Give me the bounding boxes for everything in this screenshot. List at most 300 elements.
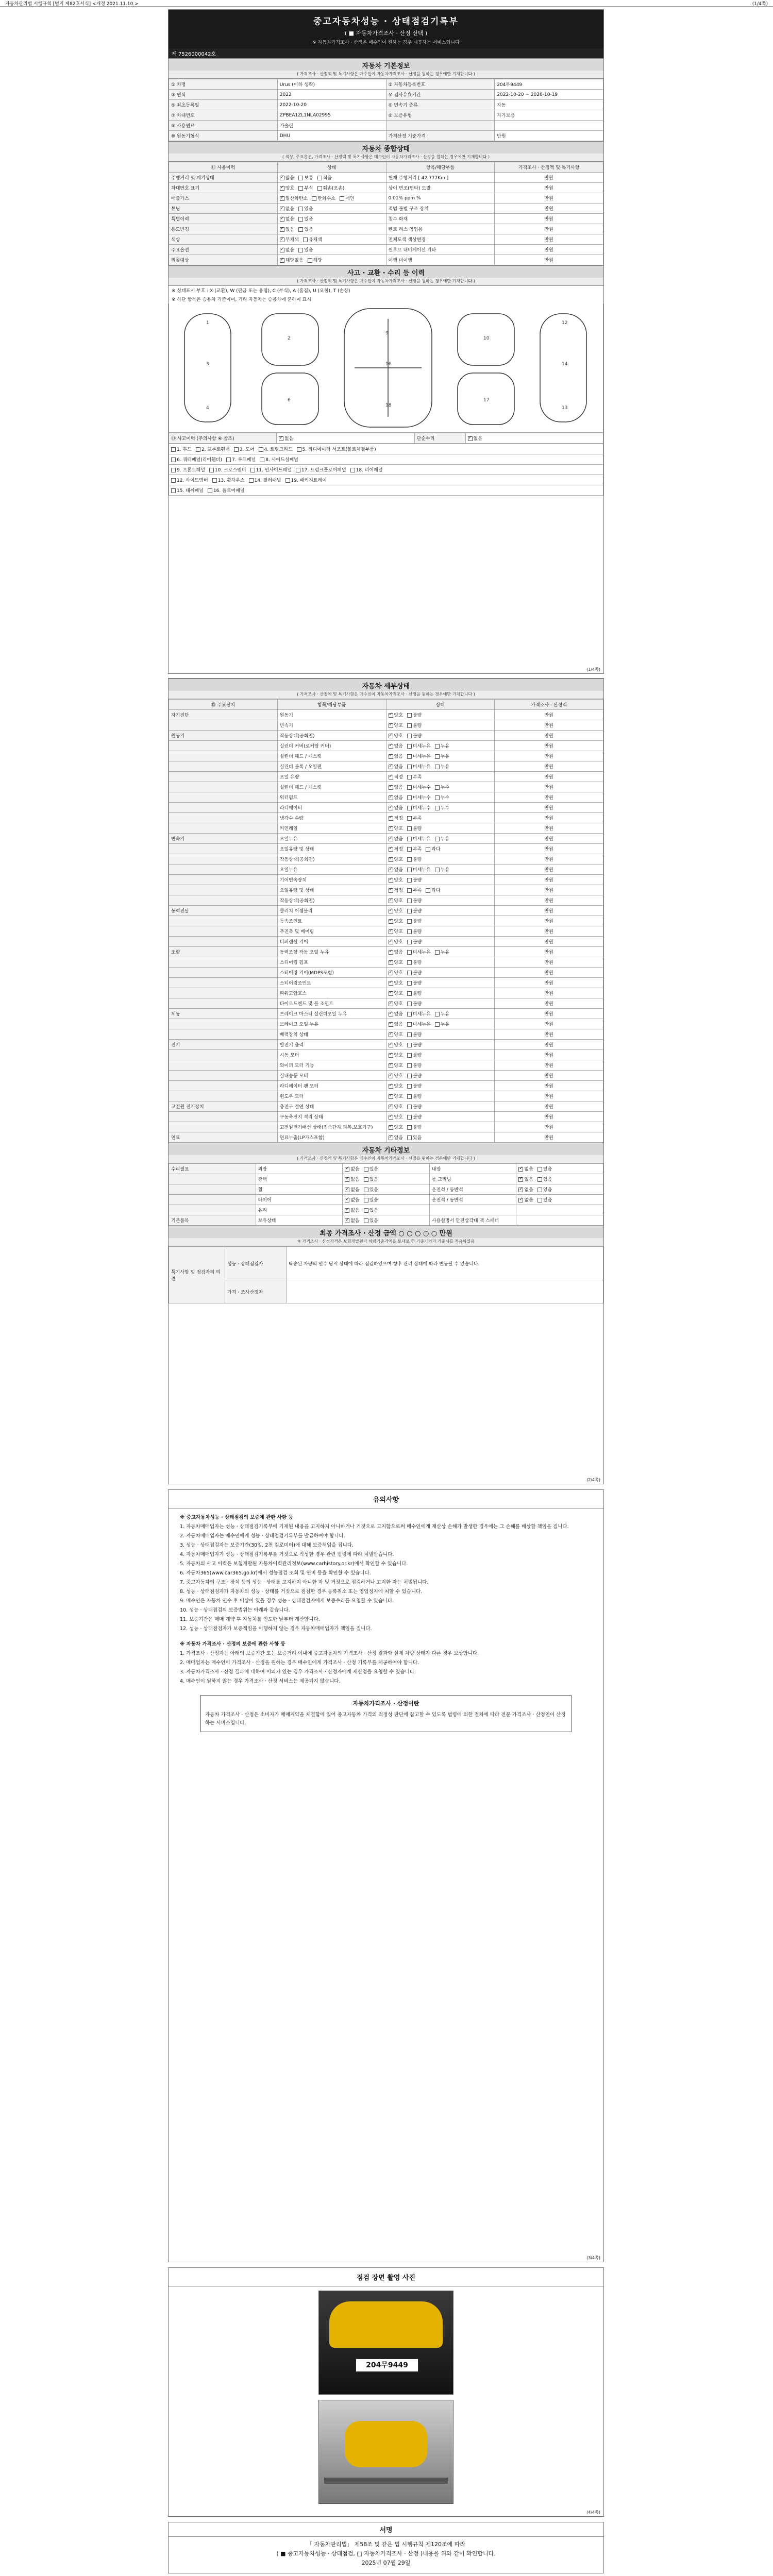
- checkbox[interactable]: [435, 744, 440, 749]
- checkbox[interactable]: [407, 868, 412, 872]
- etc-empty: [516, 1215, 603, 1226]
- checkbox[interactable]: [435, 1012, 440, 1016]
- detail-part: 오일 유량: [277, 772, 386, 782]
- detail-status: [386, 875, 495, 885]
- appraisal-box-text: 자동차 가격조사 · 산정은 소비자가 매매계약을 체결함에 있어 중고자동차 가격의 적정성 판단에 참고할 수 있도록 법령에 의한 절차에 따라 전문 가격조사 · 산정인이 산정하는 서비스입니다.: [205, 1712, 566, 1726]
- checkbox[interactable]: [298, 248, 303, 252]
- option: 불량: [407, 1062, 422, 1069]
- panel-part: 12. 사이드멤버: [171, 477, 208, 483]
- checkbox[interactable]: [280, 227, 284, 232]
- detail-device: [169, 1050, 278, 1060]
- summary-row: [169, 193, 603, 204]
- checkbox[interactable]: [407, 1063, 412, 1068]
- detail-row: [169, 1101, 603, 1112]
- option: 있음: [364, 1186, 378, 1193]
- checkbox[interactable]: [407, 1105, 412, 1109]
- checkbox[interactable]: [389, 991, 393, 996]
- detail-row: [169, 782, 603, 792]
- detail-part: 오일누유: [277, 865, 386, 875]
- detail-part: 클러치 어셈블리: [277, 906, 386, 916]
- detail-device: [169, 1060, 278, 1071]
- option: 미세누수: [407, 794, 431, 801]
- basic-value: 2022: [277, 90, 386, 100]
- detail-table: [169, 699, 603, 1143]
- checkbox[interactable]: [340, 196, 344, 201]
- detail-row: [169, 906, 603, 916]
- detail-part: 디퍼렌셜 기어: [277, 937, 386, 947]
- checkbox[interactable]: [389, 1022, 393, 1027]
- rank-parts: [169, 444, 603, 454]
- detail-status: [386, 957, 495, 968]
- checkbox[interactable]: [518, 1167, 523, 1172]
- panel-part: 15. 대쉬패널: [171, 487, 204, 494]
- checkbox[interactable]: [389, 1063, 393, 1068]
- checkbox[interactable]: [280, 217, 284, 222]
- checkbox[interactable]: [280, 258, 284, 263]
- checkbox[interactable]: [364, 1208, 368, 1213]
- checkbox[interactable]: [407, 1136, 412, 1140]
- final-price-note: ※ 가격조사 · 산정가격은 보험개발원의 차량기준가액을 토대로 한 기준가격과 기준서를 적용하였음: [169, 1238, 603, 1246]
- checkbox[interactable]: [280, 238, 284, 242]
- detail-part: 작동상태(공회전): [277, 854, 386, 865]
- accident-table: [169, 433, 603, 444]
- summary-row: [169, 214, 603, 224]
- notice-item: 6. 자동차365(www.car365.go.kr)에서 성능점검 조회 및 연비 등을 확인할 수 있습니다.: [180, 1570, 371, 1576]
- checkbox[interactable]: [389, 723, 393, 728]
- basic-value: 자동: [495, 100, 603, 110]
- checkbox[interactable]: [389, 909, 393, 913]
- checkbox[interactable]: [407, 857, 412, 862]
- document-number: 제 7526000042호: [169, 48, 603, 58]
- option: 불량: [407, 990, 422, 996]
- checkbox[interactable]: [345, 1188, 349, 1192]
- checkbox[interactable]: [407, 1074, 412, 1078]
- checkbox[interactable]: [389, 929, 393, 934]
- checkbox[interactable]: [312, 196, 316, 201]
- checkbox[interactable]: [435, 950, 440, 955]
- checkbox[interactable]: [407, 775, 412, 779]
- accident-legend-2: ※ 하단 항목은 승용차 기준이며, 기타 자동차는 승용차에 준하여 표시: [172, 297, 311, 302]
- checkbox[interactable]: [407, 878, 412, 883]
- summary-status: [277, 234, 386, 245]
- checkbox[interactable]: [345, 1177, 349, 1182]
- option: 누유: [435, 763, 449, 770]
- checkbox[interactable]: [407, 1094, 412, 1099]
- checkbox[interactable]: [389, 1043, 393, 1047]
- checkbox[interactable]: [407, 734, 412, 738]
- basic-row: [169, 121, 603, 131]
- checkbox[interactable]: [407, 940, 412, 944]
- checkbox[interactable]: [364, 1218, 368, 1223]
- checkbox[interactable]: [389, 888, 393, 893]
- checkbox[interactable]: [389, 806, 393, 810]
- checkbox[interactable]: [407, 888, 412, 893]
- signature-page: [168, 2522, 604, 2573]
- summary-detail: 침수 화재: [386, 214, 495, 224]
- checkbox[interactable]: [389, 981, 393, 986]
- checkbox[interactable]: [389, 826, 393, 831]
- basic-info-sub: ( 가격조사 · 산정액 및 특기사항은 매수인이 자동차가격조사 · 산정을 원하는 경우에만 기재합니다 ): [169, 71, 603, 79]
- checkbox[interactable]: [212, 478, 217, 483]
- option: ✓ 양호: [389, 907, 403, 914]
- checkbox[interactable]: [308, 258, 312, 263]
- checkbox[interactable]: [407, 960, 412, 965]
- final-price-title: 최종 가격조사 · 산정 금액 ○ ○ ○ ○ ○ 만원: [169, 1226, 603, 1238]
- detail-status: [386, 710, 495, 720]
- checkbox[interactable]: [298, 217, 303, 222]
- checkbox[interactable]: [407, 713, 412, 718]
- option: ✓ 적정: [389, 887, 403, 893]
- detail-status: [386, 1081, 495, 1091]
- basic-label: ② 자동차등록번호: [386, 79, 495, 90]
- summary-item: 용도변경: [169, 224, 278, 234]
- detail-status: [386, 988, 495, 998]
- detail-status: [386, 1050, 495, 1060]
- checkbox[interactable]: [345, 1198, 349, 1202]
- detail-part: 작동상태(공회전): [277, 895, 386, 906]
- checkbox[interactable]: [208, 488, 212, 493]
- checkbox[interactable]: [407, 1053, 412, 1058]
- option: 미세누수: [407, 784, 431, 790]
- option: ✓ 없음: [518, 1165, 533, 1172]
- checkbox[interactable]: [537, 1188, 542, 1192]
- checkbox[interactable]: [407, 847, 412, 852]
- form-reference: 자동차관리법 시행규칙 [별지 제82호서식] <개정 2021.11.10.>: [5, 2, 139, 7]
- checkbox[interactable]: [407, 744, 412, 749]
- summary-status: [277, 255, 386, 265]
- checkbox[interactable]: [435, 868, 440, 872]
- checkbox[interactable]: [389, 1074, 393, 1078]
- etc-status: [343, 1215, 430, 1226]
- checkbox[interactable]: [468, 436, 473, 441]
- checkbox[interactable]: [537, 1177, 542, 1182]
- checkbox[interactable]: [389, 754, 393, 759]
- detail-status: [386, 731, 495, 741]
- checkbox[interactable]: [389, 950, 393, 955]
- checkbox[interactable]: [226, 457, 231, 462]
- basic-value: 204무9449: [495, 79, 603, 90]
- option: 유채색: [303, 236, 322, 243]
- checkbox[interactable]: [389, 713, 393, 718]
- checkbox[interactable]: [518, 1177, 523, 1182]
- checkbox[interactable]: [171, 468, 176, 472]
- checkbox[interactable]: [249, 478, 254, 483]
- checkbox[interactable]: [407, 1032, 412, 1037]
- checkbox[interactable]: [280, 176, 284, 180]
- svg-text:14: 14: [562, 362, 568, 367]
- detail-device: [169, 957, 278, 968]
- checkbox[interactable]: [345, 1218, 349, 1223]
- detail-part: 실내송풍 모터: [277, 1071, 386, 1081]
- basic-value: [495, 121, 603, 131]
- checkbox[interactable]: [389, 1084, 393, 1089]
- simple-repair-value: ✓ 없음: [465, 433, 603, 444]
- option: ✓ 없음: [389, 948, 403, 955]
- checkbox[interactable]: [389, 795, 393, 800]
- detail-row: [169, 865, 603, 875]
- option: 불량: [407, 979, 422, 986]
- detail-row: [169, 731, 603, 741]
- detail-status: [386, 720, 495, 731]
- basic-label: ① 차명: [169, 79, 278, 90]
- checkbox[interactable]: [297, 447, 301, 452]
- checkbox[interactable]: [537, 1198, 542, 1202]
- notice-item: 2. 매매업자는 매수인이 가격조사 · 산정을 원하는 경우 매수인에게 가격조사 · 산정 기록부를 제공하여야 합니다.: [180, 1660, 419, 1666]
- checkbox[interactable]: [389, 919, 393, 924]
- checkbox[interactable]: [389, 816, 393, 821]
- checkbox[interactable]: [296, 468, 300, 472]
- option: 있음: [537, 1196, 552, 1203]
- checkbox[interactable]: [389, 837, 393, 841]
- checkbox[interactable]: [426, 847, 430, 852]
- detail-row: [169, 1040, 603, 1050]
- checkbox[interactable]: [435, 1022, 440, 1027]
- svg-text:17: 17: [483, 398, 490, 403]
- checkbox[interactable]: [280, 196, 284, 201]
- checkbox[interactable]: [389, 785, 393, 790]
- checkbox[interactable]: [407, 1043, 412, 1047]
- checkbox[interactable]: [389, 775, 393, 779]
- detail-price: 만원: [495, 720, 603, 731]
- checkbox[interactable]: [285, 478, 290, 483]
- option: ✓ 없음: [345, 1186, 359, 1193]
- page-4: [168, 2267, 604, 2517]
- detail-price: 만원: [495, 895, 603, 906]
- checkbox[interactable]: [364, 1177, 368, 1182]
- checkbox[interactable]: [298, 207, 303, 211]
- checkbox[interactable]: [317, 186, 322, 191]
- detail-status: [386, 1009, 495, 1019]
- checkbox[interactable]: [389, 878, 393, 883]
- checkbox[interactable]: [407, 971, 412, 975]
- detail-device: [169, 813, 278, 823]
- summary-row: [169, 183, 603, 193]
- checkbox[interactable]: [260, 457, 264, 462]
- checkbox[interactable]: [196, 447, 200, 452]
- detail-row: [169, 751, 603, 761]
- checkbox[interactable]: [345, 1208, 349, 1213]
- notice-heading-2: ※ 자동차 가격조사 · 산정의 보증에 관한 사항 등: [180, 1641, 285, 1647]
- checkbox[interactable]: [435, 806, 440, 810]
- checkbox[interactable]: [407, 1125, 412, 1130]
- checkbox[interactable]: [171, 488, 176, 493]
- checkbox[interactable]: [389, 960, 393, 965]
- checkbox[interactable]: [364, 1167, 368, 1172]
- form-title: 중고자동차성능 · 상태점검기록부: [313, 16, 459, 27]
- svg-text:9: 9: [385, 331, 389, 336]
- checkbox[interactable]: [280, 248, 284, 252]
- checkbox[interactable]: [389, 1105, 393, 1109]
- checkbox[interactable]: [407, 899, 412, 903]
- option: 있음: [298, 246, 313, 253]
- page-number-2: (2/4쪽): [586, 1478, 600, 1482]
- checkbox[interactable]: [389, 1032, 393, 1037]
- checkbox[interactable]: [250, 468, 255, 472]
- checkbox[interactable]: [389, 765, 393, 769]
- detail-status: [386, 772, 495, 782]
- checkbox[interactable]: [389, 940, 393, 944]
- option: ✓ 양호: [389, 1124, 403, 1130]
- checkbox[interactable]: [389, 971, 393, 975]
- checkbox[interactable]: [407, 1012, 412, 1016]
- checkbox[interactable]: [298, 186, 303, 191]
- notice-item: 10. 성능 · 상태점검의 보증범위는 아래와 같습니다.: [180, 1607, 290, 1613]
- checkbox[interactable]: [537, 1167, 542, 1172]
- panel-part: 18. 리어패널: [350, 466, 383, 473]
- checkbox[interactable]: [407, 754, 412, 759]
- option: ✓ 없음: [518, 1176, 533, 1182]
- detail-device: [169, 1071, 278, 1081]
- summary-detail: 썬루프 내비게이션 기타: [386, 245, 495, 255]
- checkbox[interactable]: [407, 991, 412, 996]
- checkbox[interactable]: [234, 447, 239, 452]
- basic-value: Urus (이하 생략): [277, 79, 386, 90]
- option: ✓ 없음: [389, 835, 403, 842]
- checkbox[interactable]: [407, 765, 412, 769]
- checkbox[interactable]: [435, 754, 440, 759]
- detail-status: [386, 782, 495, 792]
- option: ✓ 양호: [389, 1052, 403, 1058]
- checkbox[interactable]: [407, 919, 412, 924]
- option: ✓ 일산화탄소: [280, 195, 308, 201]
- option: 불량: [407, 722, 422, 728]
- checkbox[interactable]: [389, 899, 393, 903]
- etc-row: [169, 1164, 603, 1174]
- checkbox[interactable]: [389, 734, 393, 738]
- option: 불량: [407, 959, 422, 965]
- checkbox[interactable]: [389, 1012, 393, 1016]
- checkbox[interactable]: [407, 950, 412, 955]
- checkbox[interactable]: [389, 1136, 393, 1140]
- checkbox[interactable]: [407, 929, 412, 934]
- option: 부족: [407, 845, 422, 852]
- checkbox[interactable]: [407, 795, 412, 800]
- checkbox[interactable]: [317, 176, 322, 180]
- detail-status: [386, 978, 495, 988]
- checkbox[interactable]: [407, 909, 412, 913]
- detail-price: 만원: [495, 782, 603, 792]
- checkbox[interactable]: [389, 857, 393, 862]
- checkbox[interactable]: [303, 238, 308, 242]
- detail-part: 실린더 커버(로커암 커버): [277, 741, 386, 751]
- panel-part: 3. 도어: [234, 446, 255, 452]
- checkbox[interactable]: [407, 1022, 412, 1027]
- etc-item: 타이어: [256, 1195, 343, 1205]
- checkbox[interactable]: [389, 847, 393, 852]
- option: 불량: [407, 897, 422, 904]
- summary-row: [169, 234, 603, 245]
- checkbox[interactable]: [364, 1188, 368, 1192]
- checkbox[interactable]: [407, 826, 412, 831]
- option: 누유: [435, 835, 449, 842]
- checkbox[interactable]: [298, 176, 303, 180]
- checkbox[interactable]: [435, 795, 440, 800]
- checkbox[interactable]: [407, 723, 412, 728]
- notice-items: [180, 1523, 592, 1633]
- checkbox[interactable]: [407, 806, 412, 810]
- detail-part: 스티어링조인트: [277, 978, 386, 988]
- detail-status: [386, 751, 495, 761]
- checkbox[interactable]: [209, 468, 214, 472]
- checkbox[interactable]: [407, 1115, 412, 1120]
- etc-item-2: 내장: [429, 1164, 516, 1174]
- checkbox[interactable]: [518, 1198, 523, 1202]
- detail-part: 스티어링 펌프: [277, 957, 386, 968]
- checkbox[interactable]: [435, 765, 440, 769]
- option: ✓ 없음: [518, 1196, 533, 1203]
- detail-price: 만원: [495, 1060, 603, 1071]
- checkbox[interactable]: [407, 981, 412, 986]
- checkbox[interactable]: [389, 868, 393, 872]
- option: ✓ 없음: [280, 205, 294, 212]
- checkbox[interactable]: [389, 744, 393, 749]
- detail-price: 만원: [495, 906, 603, 916]
- checkbox[interactable]: [171, 478, 176, 483]
- checkbox[interactable]: [407, 1084, 412, 1089]
- checkbox[interactable]: [389, 1094, 393, 1099]
- checkbox[interactable]: [407, 1002, 412, 1006]
- checkbox[interactable]: [345, 1167, 349, 1172]
- checkbox[interactable]: [407, 785, 412, 790]
- notice-item: 8. 성능 · 상태점검자가 자동차의 성능 · 상태를 거짓으로 점검한 경우 등록취소 또는 영업정지에 처할 수 있습니다.: [180, 1589, 423, 1595]
- checkbox[interactable]: [389, 1053, 393, 1058]
- detail-device: [169, 865, 278, 875]
- detail-row: [169, 875, 603, 885]
- option: 과다: [426, 845, 440, 852]
- detail-row: [169, 854, 603, 865]
- option: 미세누유: [407, 763, 431, 770]
- checkbox[interactable]: [389, 1115, 393, 1120]
- option: 있음: [364, 1207, 378, 1213]
- page-number-4: (4/4쪽): [586, 2510, 600, 2515]
- notice-item: 5. 자동차의 사고 이력은 보험개발원 자동차이력관리정보(www.carhistory.or.kr)에서 확인할 수 있습니다.: [180, 1561, 408, 1567]
- detail-price: 만원: [495, 761, 603, 772]
- basic-label: ④ 검사유효기간: [386, 90, 495, 100]
- checkbox[interactable]: [350, 468, 355, 472]
- basic-row: [169, 100, 603, 110]
- checkbox[interactable]: [280, 207, 284, 211]
- checkbox[interactable]: [407, 837, 412, 841]
- checkbox[interactable]: [407, 816, 412, 821]
- option: ✓ 양호: [389, 1031, 403, 1038]
- checkbox[interactable]: [280, 186, 284, 191]
- detail-row: [169, 823, 603, 834]
- option: ✓ 없음: [280, 246, 294, 253]
- detail-price: 만원: [495, 1101, 603, 1112]
- detail-status: [386, 1091, 495, 1101]
- checkbox[interactable]: [426, 888, 430, 893]
- checkbox[interactable]: [259, 447, 263, 452]
- checkbox[interactable]: [279, 436, 283, 441]
- checkbox[interactable]: [171, 447, 176, 452]
- checkbox[interactable]: [389, 1125, 393, 1130]
- summary-status: [277, 245, 386, 255]
- summary-price: 만원: [495, 234, 603, 245]
- notice-items-2: [180, 1650, 592, 1686]
- rank-parts: [169, 485, 603, 496]
- option: 불량: [407, 969, 422, 976]
- detail-row: [169, 957, 603, 968]
- checkbox[interactable]: [171, 457, 176, 462]
- checkbox[interactable]: [435, 837, 440, 841]
- detail-device: 고전원 전기장치: [169, 1101, 278, 1112]
- checkbox[interactable]: [435, 785, 440, 790]
- checkbox[interactable]: [389, 1002, 393, 1006]
- checkbox[interactable]: [518, 1188, 523, 1192]
- checkbox[interactable]: [364, 1198, 368, 1202]
- option: 해당: [308, 257, 322, 263]
- checkbox[interactable]: [298, 227, 303, 232]
